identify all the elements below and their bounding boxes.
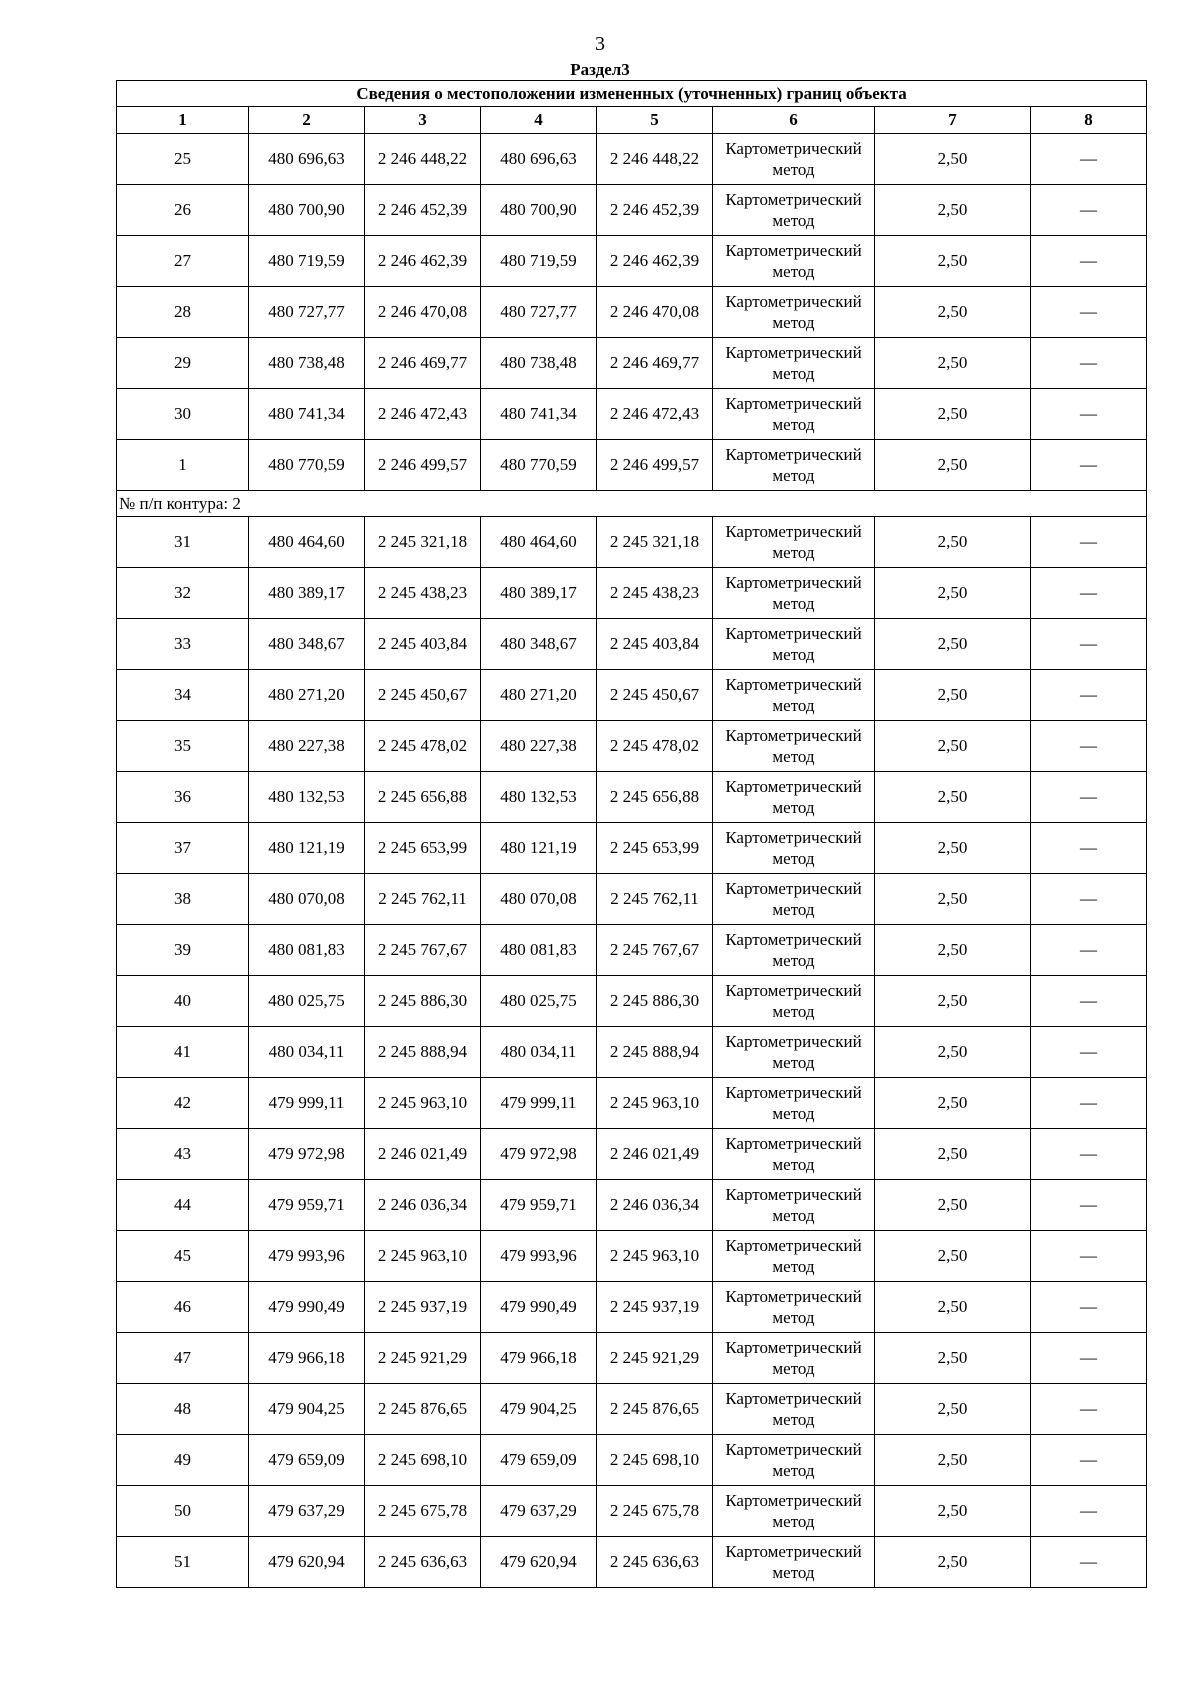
accuracy-cell: 2,50: [875, 1384, 1031, 1435]
y-coordinate-refined: 2 246 021,49: [597, 1129, 713, 1180]
x-coordinate-refined: 479 990,49: [481, 1282, 597, 1333]
x-coordinate-existing: 480 719,59: [249, 236, 365, 287]
y-coordinate-refined: 2 245 321,18: [597, 517, 713, 568]
dash-cell: —: [1031, 134, 1147, 185]
method-cell: Картометрический метод: [713, 976, 875, 1027]
x-coordinate-existing: 479 904,25: [249, 1384, 365, 1435]
point-number: 51: [117, 1537, 249, 1588]
y-coordinate-refined: 2 245 478,02: [597, 721, 713, 772]
dash-cell: —: [1031, 670, 1147, 721]
accuracy-cell: 2,50: [875, 287, 1031, 338]
contour-header-row: [117, 491, 1147, 517]
x-coordinate-existing: 480 025,75: [249, 976, 365, 1027]
column-number-row: [117, 107, 1147, 134]
x-coordinate-existing: 480 132,53: [249, 772, 365, 823]
column-number: 8: [1031, 107, 1147, 134]
y-coordinate-existing: 2 246 470,08: [365, 287, 481, 338]
accuracy-cell: 2,50: [875, 568, 1031, 619]
point-number: 42: [117, 1078, 249, 1129]
table-row: [117, 619, 1147, 670]
dash-cell: —: [1031, 236, 1147, 287]
method-cell: Картометрический метод: [713, 389, 875, 440]
table-row: [117, 517, 1147, 568]
x-coordinate-refined: 480 070,08: [481, 874, 597, 925]
table-row: [117, 1027, 1147, 1078]
table-row: [117, 389, 1147, 440]
page-number: 3: [595, 33, 605, 55]
table-body-contour-1: [117, 134, 1147, 491]
x-coordinate-refined: 480 464,60: [481, 517, 597, 568]
column-number: 3: [365, 107, 481, 134]
y-coordinate-refined: 2 245 767,67: [597, 925, 713, 976]
y-coordinate-refined: 2 245 963,10: [597, 1078, 713, 1129]
point-number: 50: [117, 1486, 249, 1537]
method-cell: Картометрический метод: [713, 1333, 875, 1384]
dash-cell: —: [1031, 440, 1147, 491]
point-number: 33: [117, 619, 249, 670]
accuracy-cell: 2,50: [875, 1333, 1031, 1384]
table-caption: Сведения о местоположении измененных (уточненных) границ объекта: [117, 81, 1147, 107]
accuracy-cell: 2,50: [875, 619, 1031, 670]
point-number: 40: [117, 976, 249, 1027]
dash-cell: —: [1031, 1180, 1147, 1231]
accuracy-cell: 2,50: [875, 925, 1031, 976]
x-coordinate-refined: 479 620,94: [481, 1537, 597, 1588]
x-coordinate-refined: 480 738,48: [481, 338, 597, 389]
accuracy-cell: 2,50: [875, 1180, 1031, 1231]
table-row: [117, 874, 1147, 925]
x-coordinate-existing: 479 966,18: [249, 1333, 365, 1384]
y-coordinate-existing: 2 245 438,23: [365, 568, 481, 619]
method-cell: Картометрический метод: [713, 1435, 875, 1486]
dash-cell: —: [1031, 925, 1147, 976]
dash-cell: —: [1031, 976, 1147, 1027]
table-row: [117, 925, 1147, 976]
y-coordinate-existing: 2 246 472,43: [365, 389, 481, 440]
table-row: [117, 1333, 1147, 1384]
x-coordinate-refined: 480 348,67: [481, 619, 597, 670]
y-coordinate-refined: 2 245 886,30: [597, 976, 713, 1027]
point-number: 27: [117, 236, 249, 287]
accuracy-cell: 2,50: [875, 1282, 1031, 1333]
point-number: 26: [117, 185, 249, 236]
column-number: 1: [117, 107, 249, 134]
y-coordinate-existing: 2 245 636,63: [365, 1537, 481, 1588]
x-coordinate-existing: 479 959,71: [249, 1180, 365, 1231]
x-coordinate-refined: 479 959,71: [481, 1180, 597, 1231]
method-cell: Картометрический метод: [713, 1384, 875, 1435]
y-coordinate-existing: 2 245 321,18: [365, 517, 481, 568]
point-number: 39: [117, 925, 249, 976]
y-coordinate-existing: 2 245 963,10: [365, 1231, 481, 1282]
dash-cell: —: [1031, 389, 1147, 440]
y-coordinate-refined: 2 245 762,11: [597, 874, 713, 925]
y-coordinate-refined: 2 245 450,67: [597, 670, 713, 721]
y-coordinate-refined: 2 245 888,94: [597, 1027, 713, 1078]
y-coordinate-existing: 2 245 653,99: [365, 823, 481, 874]
table-caption-row: [117, 81, 1147, 107]
section-title: Раздел3: [570, 60, 630, 79]
y-coordinate-existing: 2 245 403,84: [365, 619, 481, 670]
table-row: [117, 1078, 1147, 1129]
table-row: [117, 185, 1147, 236]
x-coordinate-refined: 479 904,25: [481, 1384, 597, 1435]
x-coordinate-refined: 480 081,83: [481, 925, 597, 976]
method-cell: Картометрический метод: [713, 568, 875, 619]
point-number: 30: [117, 389, 249, 440]
accuracy-cell: 2,50: [875, 874, 1031, 925]
point-number: 36: [117, 772, 249, 823]
contour-label: № п/п контура: 2: [117, 491, 1147, 517]
y-coordinate-existing: 2 245 921,29: [365, 1333, 481, 1384]
x-coordinate-existing: 480 727,77: [249, 287, 365, 338]
method-cell: Картометрический метод: [713, 236, 875, 287]
column-number: 5: [597, 107, 713, 134]
y-coordinate-refined: 2 245 656,88: [597, 772, 713, 823]
y-coordinate-existing: 2 246 036,34: [365, 1180, 481, 1231]
y-coordinate-existing: 2 246 469,77: [365, 338, 481, 389]
table-row: [117, 1435, 1147, 1486]
y-coordinate-refined: 2 246 036,34: [597, 1180, 713, 1231]
accuracy-cell: 2,50: [875, 1435, 1031, 1486]
y-coordinate-refined: 2 245 937,19: [597, 1282, 713, 1333]
y-coordinate-refined: 2 245 921,29: [597, 1333, 713, 1384]
x-coordinate-refined: 479 966,18: [481, 1333, 597, 1384]
dash-cell: —: [1031, 1333, 1147, 1384]
y-coordinate-refined: 2 246 452,39: [597, 185, 713, 236]
point-number: 47: [117, 1333, 249, 1384]
y-coordinate-existing: 2 246 452,39: [365, 185, 481, 236]
x-coordinate-existing: 480 770,59: [249, 440, 365, 491]
column-number: 4: [481, 107, 597, 134]
dash-cell: —: [1031, 874, 1147, 925]
x-coordinate-existing: 479 972,98: [249, 1129, 365, 1180]
y-coordinate-existing: 2 245 450,67: [365, 670, 481, 721]
x-coordinate-existing: 480 227,38: [249, 721, 365, 772]
accuracy-cell: 2,50: [875, 670, 1031, 721]
x-coordinate-refined: 480 770,59: [481, 440, 597, 491]
point-number: 48: [117, 1384, 249, 1435]
accuracy-cell: 2,50: [875, 236, 1031, 287]
dash-cell: —: [1031, 338, 1147, 389]
dash-cell: —: [1031, 1231, 1147, 1282]
dash-cell: —: [1031, 1384, 1147, 1435]
dash-cell: —: [1031, 1435, 1147, 1486]
accuracy-cell: 2,50: [875, 517, 1031, 568]
x-coordinate-existing: 479 993,96: [249, 1231, 365, 1282]
dash-cell: —: [1031, 772, 1147, 823]
method-cell: Картометрический метод: [713, 440, 875, 491]
table-row: [117, 1231, 1147, 1282]
y-coordinate-refined: 2 246 462,39: [597, 236, 713, 287]
method-cell: Картометрический метод: [713, 874, 875, 925]
x-coordinate-refined: 480 271,20: [481, 670, 597, 721]
method-cell: Картометрический метод: [713, 1078, 875, 1129]
dash-cell: —: [1031, 823, 1147, 874]
method-cell: Картометрический метод: [713, 823, 875, 874]
x-coordinate-refined: 480 034,11: [481, 1027, 597, 1078]
dash-cell: —: [1031, 1282, 1147, 1333]
accuracy-cell: 2,50: [875, 1231, 1031, 1282]
x-coordinate-existing: 480 070,08: [249, 874, 365, 925]
dash-cell: —: [1031, 1486, 1147, 1537]
y-coordinate-existing: 2 246 462,39: [365, 236, 481, 287]
table-row: [117, 1282, 1147, 1333]
accuracy-cell: 2,50: [875, 185, 1031, 236]
table-body-contour-separator: [117, 491, 1147, 517]
accuracy-cell: 2,50: [875, 1078, 1031, 1129]
table-row: [117, 1129, 1147, 1180]
y-coordinate-refined: 2 246 469,77: [597, 338, 713, 389]
x-coordinate-existing: 480 464,60: [249, 517, 365, 568]
x-coordinate-existing: 479 999,11: [249, 1078, 365, 1129]
point-number: 29: [117, 338, 249, 389]
method-cell: Картометрический метод: [713, 1129, 875, 1180]
point-number: 1: [117, 440, 249, 491]
x-coordinate-existing: 479 990,49: [249, 1282, 365, 1333]
method-cell: Картометрический метод: [713, 185, 875, 236]
accuracy-cell: 2,50: [875, 1486, 1031, 1537]
dash-cell: —: [1031, 721, 1147, 772]
point-number: 31: [117, 517, 249, 568]
method-cell: Картометрический метод: [713, 925, 875, 976]
y-coordinate-existing: 2 245 698,10: [365, 1435, 481, 1486]
point-number: 35: [117, 721, 249, 772]
x-coordinate-refined: 480 227,38: [481, 721, 597, 772]
method-cell: Картометрический метод: [713, 287, 875, 338]
method-cell: Картометрический метод: [713, 670, 875, 721]
y-coordinate-refined: 2 245 636,63: [597, 1537, 713, 1588]
method-cell: Картометрический метод: [713, 1180, 875, 1231]
point-number: 43: [117, 1129, 249, 1180]
point-number: 46: [117, 1282, 249, 1333]
x-coordinate-existing: 480 271,20: [249, 670, 365, 721]
x-coordinate-refined: 480 719,59: [481, 236, 597, 287]
dash-cell: —: [1031, 1537, 1147, 1588]
table-body-contour-2: [117, 517, 1147, 1588]
table-row: [117, 823, 1147, 874]
dash-cell: —: [1031, 568, 1147, 619]
method-cell: Картометрический метод: [713, 1537, 875, 1588]
column-number: 7: [875, 107, 1031, 134]
y-coordinate-existing: 2 245 888,94: [365, 1027, 481, 1078]
x-coordinate-existing: 480 348,67: [249, 619, 365, 670]
y-coordinate-refined: 2 246 499,57: [597, 440, 713, 491]
point-number: 41: [117, 1027, 249, 1078]
method-cell: Картометрический метод: [713, 721, 875, 772]
method-cell: Картометрический метод: [713, 1486, 875, 1537]
accuracy-cell: 2,50: [875, 1129, 1031, 1180]
accuracy-cell: 2,50: [875, 772, 1031, 823]
column-number: 2: [249, 107, 365, 134]
x-coordinate-existing: 480 696,63: [249, 134, 365, 185]
method-cell: Картометрический метод: [713, 1027, 875, 1078]
y-coordinate-refined: 2 245 403,84: [597, 619, 713, 670]
x-coordinate-refined: 480 121,19: [481, 823, 597, 874]
table-row: [117, 236, 1147, 287]
y-coordinate-refined: 2 245 438,23: [597, 568, 713, 619]
column-number: 6: [713, 107, 875, 134]
table-row: [117, 1180, 1147, 1231]
accuracy-cell: 2,50: [875, 338, 1031, 389]
table-row: [117, 1486, 1147, 1537]
x-coordinate-refined: 479 659,09: [481, 1435, 597, 1486]
y-coordinate-existing: 2 246 021,49: [365, 1129, 481, 1180]
dash-cell: —: [1031, 287, 1147, 338]
accuracy-cell: 2,50: [875, 823, 1031, 874]
x-coordinate-refined: 479 637,29: [481, 1486, 597, 1537]
table-row: [117, 287, 1147, 338]
method-cell: Картометрический метод: [713, 1282, 875, 1333]
method-cell: Картометрический метод: [713, 619, 875, 670]
y-coordinate-existing: 2 245 963,10: [365, 1078, 481, 1129]
y-coordinate-existing: 2 246 448,22: [365, 134, 481, 185]
point-number: 37: [117, 823, 249, 874]
dash-cell: —: [1031, 619, 1147, 670]
x-coordinate-existing: 480 741,34: [249, 389, 365, 440]
accuracy-cell: 2,50: [875, 389, 1031, 440]
y-coordinate-refined: 2 246 472,43: [597, 389, 713, 440]
table-row: [117, 338, 1147, 389]
x-coordinate-refined: 480 025,75: [481, 976, 597, 1027]
y-coordinate-existing: 2 245 767,67: [365, 925, 481, 976]
point-number: 45: [117, 1231, 249, 1282]
table-row: [117, 1537, 1147, 1588]
accuracy-cell: 2,50: [875, 976, 1031, 1027]
dash-cell: —: [1031, 1027, 1147, 1078]
x-coordinate-refined: 480 700,90: [481, 185, 597, 236]
point-number: 34: [117, 670, 249, 721]
point-number: 25: [117, 134, 249, 185]
method-cell: Картометрический метод: [713, 772, 875, 823]
accuracy-cell: 2,50: [875, 1027, 1031, 1078]
y-coordinate-refined: 2 245 675,78: [597, 1486, 713, 1537]
method-cell: Картометрический метод: [713, 134, 875, 185]
x-coordinate-refined: 480 696,63: [481, 134, 597, 185]
table-row: [117, 440, 1147, 491]
y-coordinate-existing: 2 245 876,65: [365, 1384, 481, 1435]
table-row: [117, 772, 1147, 823]
x-coordinate-refined: 479 972,98: [481, 1129, 597, 1180]
y-coordinate-existing: 2 245 762,11: [365, 874, 481, 925]
x-coordinate-existing: 479 659,09: [249, 1435, 365, 1486]
accuracy-cell: 2,50: [875, 1537, 1031, 1588]
point-number: 44: [117, 1180, 249, 1231]
x-coordinate-existing: 479 620,94: [249, 1537, 365, 1588]
x-coordinate-existing: 479 637,29: [249, 1486, 365, 1537]
x-coordinate-refined: 479 993,96: [481, 1231, 597, 1282]
accuracy-cell: 2,50: [875, 440, 1031, 491]
x-coordinate-existing: 480 081,83: [249, 925, 365, 976]
point-number: 28: [117, 287, 249, 338]
accuracy-cell: 2,50: [875, 721, 1031, 772]
y-coordinate-refined: 2 246 448,22: [597, 134, 713, 185]
table-row: [117, 721, 1147, 772]
x-coordinate-existing: 480 034,11: [249, 1027, 365, 1078]
table-row: [117, 670, 1147, 721]
method-cell: Картометрический метод: [713, 1231, 875, 1282]
y-coordinate-refined: 2 245 698,10: [597, 1435, 713, 1486]
dash-cell: —: [1031, 1078, 1147, 1129]
y-coordinate-existing: 2 245 478,02: [365, 721, 481, 772]
x-coordinate-existing: 480 121,19: [249, 823, 365, 874]
coordinates-table: [116, 80, 1147, 1588]
dash-cell: —: [1031, 1129, 1147, 1180]
point-number: 32: [117, 568, 249, 619]
y-coordinate-existing: 2 245 937,19: [365, 1282, 481, 1333]
x-coordinate-refined: 480 132,53: [481, 772, 597, 823]
x-coordinate-existing: 480 700,90: [249, 185, 365, 236]
y-coordinate-refined: 2 245 876,65: [597, 1384, 713, 1435]
table-row: [117, 976, 1147, 1027]
table-row: [117, 1384, 1147, 1435]
x-coordinate-existing: 480 738,48: [249, 338, 365, 389]
y-coordinate-existing: 2 246 499,57: [365, 440, 481, 491]
method-cell: Картометрический метод: [713, 338, 875, 389]
y-coordinate-refined: 2 245 653,99: [597, 823, 713, 874]
dash-cell: —: [1031, 517, 1147, 568]
point-number: 49: [117, 1435, 249, 1486]
x-coordinate-refined: 480 389,17: [481, 568, 597, 619]
x-coordinate-refined: 480 741,34: [481, 389, 597, 440]
accuracy-cell: 2,50: [875, 134, 1031, 185]
y-coordinate-existing: 2 245 656,88: [365, 772, 481, 823]
x-coordinate-existing: 480 389,17: [249, 568, 365, 619]
table-row: [117, 568, 1147, 619]
y-coordinate-refined: 2 245 963,10: [597, 1231, 713, 1282]
dash-cell: —: [1031, 185, 1147, 236]
y-coordinate-existing: 2 245 675,78: [365, 1486, 481, 1537]
x-coordinate-refined: 479 999,11: [481, 1078, 597, 1129]
table-row: [117, 134, 1147, 185]
y-coordinate-existing: 2 245 886,30: [365, 976, 481, 1027]
x-coordinate-refined: 480 727,77: [481, 287, 597, 338]
y-coordinate-refined: 2 246 470,08: [597, 287, 713, 338]
method-cell: Картометрический метод: [713, 517, 875, 568]
point-number: 38: [117, 874, 249, 925]
